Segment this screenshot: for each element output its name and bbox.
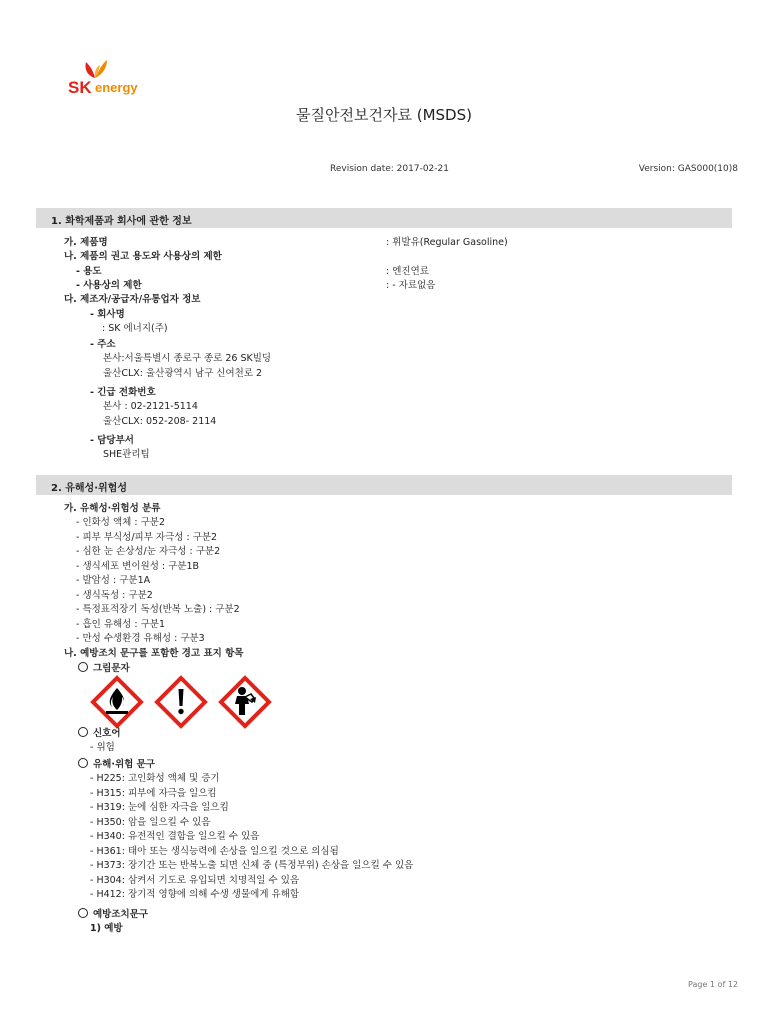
classification-item: - 만성 수생환경 유해성 : 구분3 [76,633,205,644]
product-name-value: : 휘발유(Regular Gasoline) [386,237,508,248]
restriction-value: : - 자료없음 [386,280,436,291]
classification-item: - 심한 눈 손상성/눈 자극성 : 구분2 [76,546,221,557]
pictogram-heading [78,660,130,674]
classification-label: 가. 유해성·위험성 분류 [64,503,161,514]
phone-line-1: 본사 : 02-2121-5114 [103,401,198,412]
butterfly-logo-icon [82,58,108,80]
section1-header: 1. 화학제품과 회사에 관한 정보 [51,216,192,227]
circle-bullet-icon [78,908,88,918]
hazard-statement: - H412: 장기적 영향에 의해 수생 생물에게 유해함 [90,889,300,900]
circle-bullet-icon [78,727,88,737]
classification-item: - 특정표적장기 독성(반복 노출) : 구분2 [76,604,240,615]
revision-date: Revision date: 2017-02-21 [330,164,449,174]
classification-item: - 피부 부식성/피부 자극성 : 구분2 [76,532,218,543]
hazard-statement: - H315: 피부에 자극을 일으킴 [90,788,217,799]
pictogram-label: 그림문자 [93,663,130,674]
flame-pictogram-icon [90,675,144,729]
hazard-statement: - H373: 장기간 또는 반복노출 되면 신체 중 (특정부위) 손상을 일으킬 수 있음 [90,860,414,871]
department-label: - 담당부서 [90,435,134,446]
recommended-use-label: 나. 제품의 권고 용도와 사용상의 제한 [64,251,222,262]
precautionary-label: 예방조치문구 [93,909,149,920]
signal-word-heading [78,725,121,739]
use-value: : 엔진연료 [386,266,429,277]
address-label: - 주소 [90,339,116,350]
address-line-2: 울산CLX: 울산광역시 남구 신여천로 2 [103,368,263,379]
section2-header-bar [36,475,732,495]
circle-bullet-icon [78,662,88,672]
use-label: - 용도 [76,266,102,277]
exclamation-pictogram-icon [154,675,208,729]
circle-bullet-icon [78,758,88,768]
version: Version: GAS000(10)8 [638,164,738,174]
signal-word-label: 신호어 [93,728,121,739]
company-label: - 회사명 [90,309,125,320]
hazard-statement: - H319: 눈에 심한 자극을 일으킴 [90,802,229,813]
hazard-statements-label: 유해·위험 문구 [93,759,155,770]
phone-label: - 긴급 전화번호 [90,387,156,398]
manufacturer-label: 다. 제조자/공급자/유통업자 정보 [64,294,201,305]
classification-item: - 생식세포 변이원성 : 구분1B [76,561,200,572]
classification-item: - 생식독성 : 구분2 [76,590,153,601]
logo-sk-text: SK [68,78,92,97]
logo-energy-text: energy [95,80,138,95]
sk-energy-logo [68,58,158,98]
precautionary-heading [78,906,148,920]
hazard-statement: - H225: 고인화성 액체 및 증기 [90,773,220,784]
hazard-statement: - H340: 유전적인 결함을 일으킬 수 있음 [90,831,260,842]
classification-item: - 인화성 액체 : 구분2 [76,517,165,528]
phone-line-2: 울산CLX: 052-208- 2114 [103,416,217,427]
address-line-1: 본사:서울특별시 종로구 종로 26 SK빌딩 [103,353,272,364]
classification-item: - 발암성 : 구분1A [76,575,151,586]
health-hazard-pictogram-icon [218,675,272,729]
page-number: Page 1 of 12 [688,980,738,989]
label-elements-label: 나. 예방조치 문구를 포함한 경고 표지 항목 [64,648,244,659]
company-value: : SK 에너지(주) [102,323,168,334]
hazard-statement: - H304: 삼켜서 기도로 유입되면 치명적일 수 있음 [90,875,300,886]
hazard-statement: - H350: 암을 일으킬 수 있음 [90,817,211,828]
prevention-label: 1) 예방 [90,923,123,934]
section1-header-bar [36,208,732,228]
signal-word-value: - 위험 [90,742,115,753]
hazard-statements-heading [78,756,155,770]
department-value: SHE관리팀 [103,449,150,460]
product-name-label: 가. 제품명 [64,237,108,248]
section2-header: 2. 유해성·위험성 [51,483,127,494]
restriction-label: - 사용상의 제한 [76,280,142,291]
page-title: 물질안전보건자료 (MSDS) [296,106,472,124]
classification-item: - 흡인 유해성 : 구분1 [76,619,165,630]
hazard-statement: - H361: 태아 또는 생식능력에 손상을 일으킬 것으로 의심됨 [90,846,339,857]
